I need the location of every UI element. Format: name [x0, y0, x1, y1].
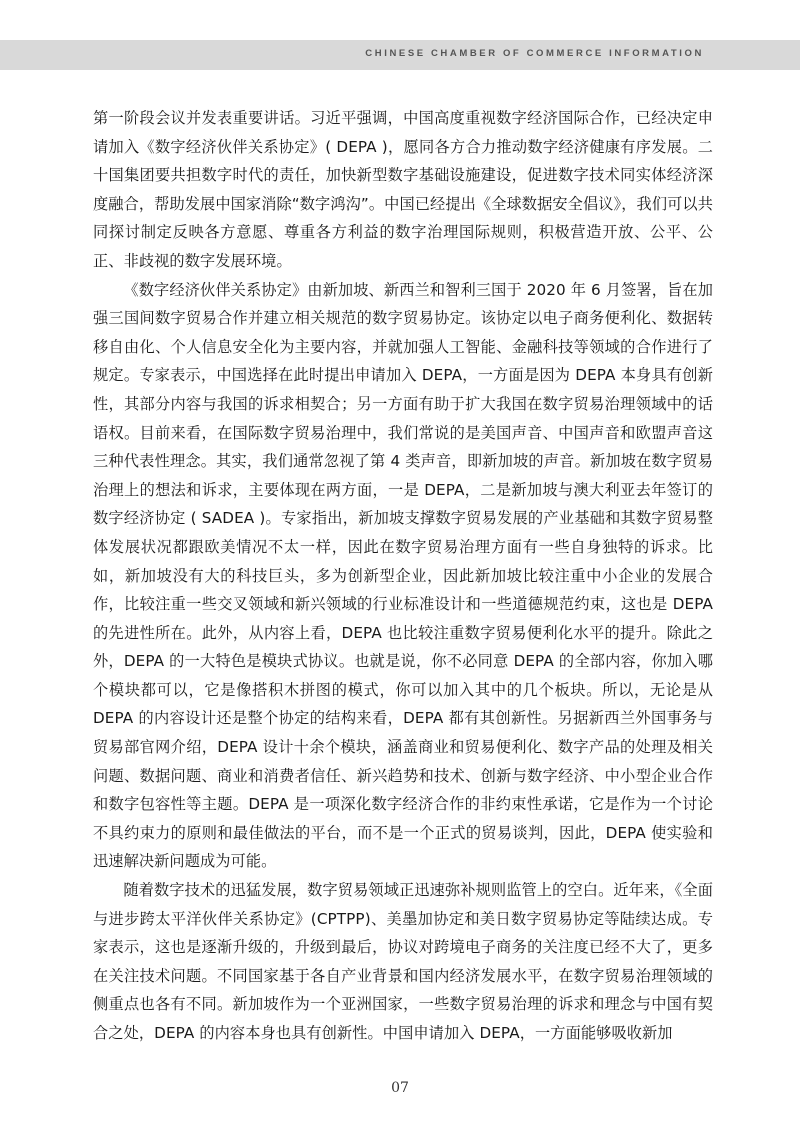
article-body — [93, 104, 713, 1048]
article-paragraph: 第一阶段会议并发表重要讲话。习近平强调，中国高度重视数字经济国际合作，已经决定申请加入《数字经济伙伴关系协定》( DEPA )，愿同各方合力推动数字经济健康有序发展。二十国集团要共担数字时代的责任，加快新型数字基础设施建设，促进数字技术同实体经济深度融合，帮助发展中国家消除“数字鸿沟”。中国已经提出《全球数据安全倡议》，我们可以共同探讨制定反映各方意愿、尊重各方利益的数字治理国际规则，积极营造开放、公平、公正、非歧视的数字发展环境。 — [93, 109, 713, 270]
page-number: 07 — [391, 1080, 409, 1096]
article-paragraph: 《数字经济伙伴关系协定》由新加坡、新西兰和智利三国于 2020 年 6 月签署，旨在加强三国间数字贸易合作并建立相关规范的数字贸易协定。该协定以电子商务便利化、数据转移自由化、个人信息安全化为主要内容，并就加强人工智能、金融科技等领域的合作进行了规定。专家表示，中国选择在此时提出申请加入 DEPA，一方面是因为 DEPA 本身具有创新性，其部分内容与我国的诉求相契合；另一方面有助于扩大我国在数字贸易治理领域中的话语权。目前来看，在国际数字贸易治理中，我们常说的是美国声音、中国声音和欧盟声音这三种代表性理念。其实，我们通常忽视了第 4 类声音，即新加坡的声音。新加坡在数字贸易治理上的想法和诉求，主要体现在两方面，一是 DEPA，二是新加坡与澳大利亚去年签订的数字经济协定 ( SADEA )。专家指出，新加坡支撑数字贸易发展的产业基础和其数字贸易整体发展状况都跟欧美情况不太一样，因此在数字贸易治理方面有一些自身独特的诉求。比如，新加坡没有大的科技巨头，多为创新型企业，因此新加坡比较注重中小企业的发展合作，比较注重一些交叉领域和新兴领域的行业标准设计和一些道德规范约束，这也是 DEPA 的先进性所在。此外，从内容上看，DEPA 也比较注重数字贸易便利化水平的提升。除此之外，DEPA 的一大特色是模块式协议。也就是说，你不必同意 DEPA 的全部内容，你加入哪个模块都可以，它是像搭积木拼图的模式，你可以加入其中的几个板块。所以，无论是从 DEPA 的内容设计还是整个协定的结构来看，DEPA 都有其创新性。另据新西兰外国事务与贸易部官网介绍，DEPA 设计十余个模块，涵盖商业和贸易便利化、数字产品的处理及相关问题、数据问题、商业和消费者信任、新兴趋势和技术、创新与数字经济、中小型企业合作和数字包容性等主题。DEPA 是一项深化数字经济合作的非约束性承诺，它是作为一个讨论不具约束力的原则和最佳做法的平台，而不是一个正式的贸易谈判，因此，DEPA 使实验和迅速解决新问题成为可能。 — [93, 280, 713, 871]
publication-title: CHINESE CHAMBER OF COMMERCE INFORMATION — [365, 48, 704, 59]
article-paragraph: 随着数字技术的迅猛发展，数字贸易领域正迅速弥补规则监管上的空白。近年来，《全面与进步跨太平洋伙伴关系协定》(CPTPP)、美墨加协定和美日数字贸易协定等陆续达成。专家表示，这也是逐渐升级的，升级到最后，协议对跨境电子商务的关注度已经不大了，更多在关注技术问题。不同国家基于各自产业背景和国内经济发展水平，在数字贸易治理领域的侧重点也各有不同。新加坡作为一个亚洲国家，一些数字贸易治理的诉求和理念与中国有契合之处，DEPA 的内容本身也具有创新性。中国申请加入 DEPA，一方面能够吸收新加 — [93, 881, 713, 1042]
header-bar — [0, 40, 800, 70]
